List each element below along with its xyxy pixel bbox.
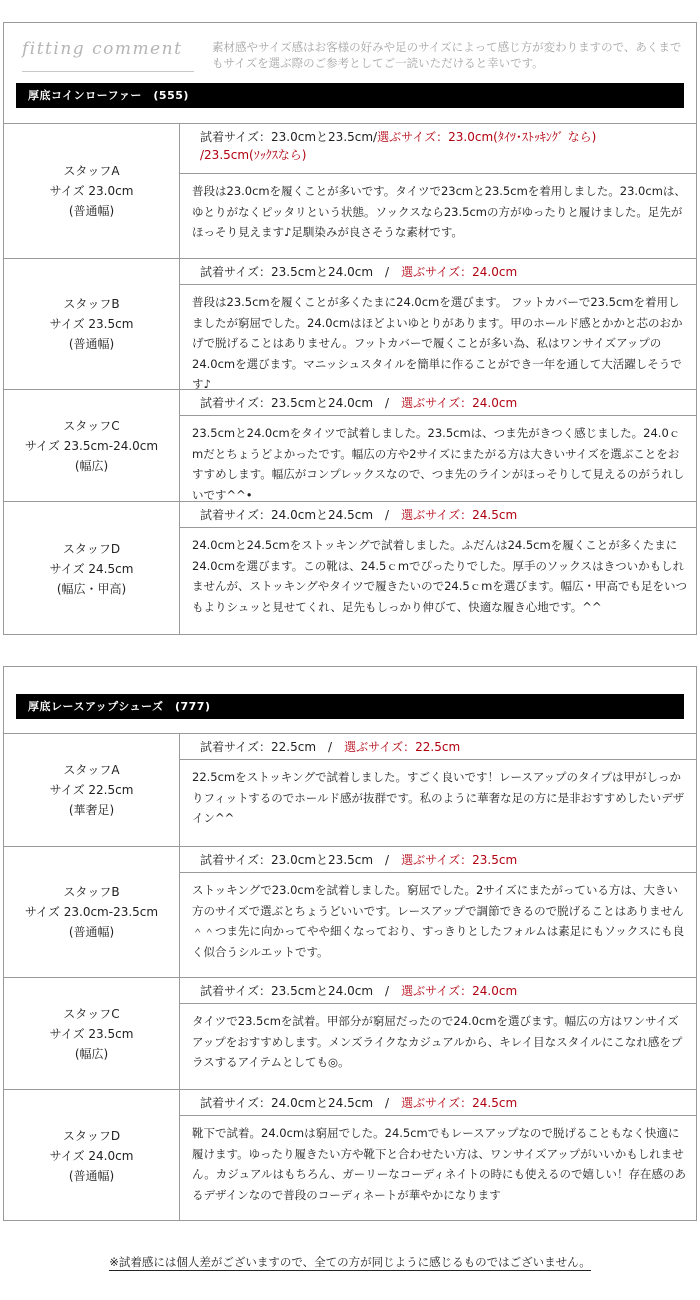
staff-name: スタッフD [62, 541, 121, 556]
staff-comment: 24.0cmと24.5cmをストッキングで試着しました。ふだんは24.5cmを履くことが多くたまに24.0cmを選びます。この靴は、24.5ｃmでぴったりでした。厚手のソックスはきついかもしれませんが、ストッキングやタイツで履きたいので24.5ｃmを選びます。幅広・甲高でも足をいつもよりシュッと見せてくれ、足先もしっかり伸びて、快適な履き心地です。^^ [192, 538, 687, 614]
chosen-size: 選ぶサイズ：22.5cm [344, 740, 461, 754]
chosen-size: 選ぶサイズ：24.0cm [401, 396, 518, 410]
staff-detail [180, 390, 696, 501]
product-section-laceup [3, 666, 697, 1221]
staff-name: スタッフB [63, 297, 120, 311]
staff-size: サイズ 22.5cm [49, 783, 134, 797]
staff-comment: ストッキングで23.0cmを試着しました。窮屈でした。2サイズにまたがっている方は、大きい方のサイズで選ぶとちょうどいいです。レースアップで調節できるので脱げることはありません＾＾つま先に向かってやや細くなっており、すっきりとしたフォルムは素足にもソックスにも良く似合うシルエットです。 [192, 883, 685, 959]
tried-size-line [180, 734, 696, 760]
staff-comment: 23.5cmと24.0cmをタイツで試着しました。23.5cmは、つま先がきつく感じました。24.0ｃmだとちょうどよかったです。幅広の方や2サイズにまたがる方は大きいサイズを選ぶことをおすすめします。幅広がコンプレックスなので、つま先のラインがほっそりして見えるのがうれしいです^^• [192, 426, 685, 502]
logo-underline [22, 71, 194, 72]
staff-comment: 靴下で試着。24.0cmは窮屈でした。24.5cmでもレースアップなので脱げることもなく快適に履けます。ゆったり履きたい方や靴下と合わせたい方は、ワンサイズアップがいいかもしれません。カジュアルはもちろん、ガーリーなコーディネイトの時にも使えるので嬉しい！存在感のあるデザインなので普段のコーディネートが華やかになります [192, 1126, 687, 1202]
staff-size: サイズ 24.0cm [49, 1148, 134, 1163]
staff-info [4, 502, 180, 635]
chosen-size: 選ぶサイズ：24.0cm [401, 265, 518, 279]
staff-info [4, 1090, 180, 1221]
staff-info [4, 847, 180, 977]
staff-comment: タイツで23.5cmを試着。甲部分が窮屈だったので24.0cmを選びます。幅広の方はワンサイズアップをおすすめします。メンズライクなカジュアルから、キレイ目なスタイルにこなれ感をプラスするアイテムとしても◎。 [192, 1014, 683, 1069]
disclaimer-footnote [0, 1254, 700, 1270]
tried-size-line [180, 390, 696, 416]
staff-info [4, 390, 180, 501]
staff-row [4, 846, 696, 977]
tried-size-line [180, 847, 696, 873]
staff-foot-width: (普通幅) [68, 1168, 115, 1183]
staff-detail [180, 847, 696, 977]
chosen-size: 選ぶサイズ：24.0cm [401, 984, 518, 998]
section-header [4, 667, 696, 733]
staff-size: サイズ 23.5cm-24.0cm [24, 438, 159, 453]
staff-name: スタッフA [63, 763, 120, 777]
staff-foot-width: (華奢足) [68, 803, 115, 817]
staff-foot-width: (幅広・甲高) [56, 581, 127, 596]
tried-size: 試着サイズ：23.0cmと23.5cm / [200, 853, 402, 867]
staff-row [4, 977, 696, 1089]
staff-name: スタッフD [62, 1128, 121, 1143]
staff-name: スタッフB [63, 885, 120, 899]
staff-detail [180, 978, 696, 1089]
staff-size: サイズ 23.5cm [49, 317, 134, 331]
staff-comment: 22.5cmをストッキングで試着しました。すごく良いです！レースアップのタイプは甲がしっかりフィットするのでホールド感が抜群です。私のように華奢な足の方に是非おすすめしたいデザイン^^ [192, 770, 685, 825]
staff-size: サイズ 23.0cm-23.5cm [24, 905, 159, 919]
staff-info [4, 734, 180, 846]
tried-size-line [180, 259, 696, 285]
tried-size-line [180, 978, 696, 1004]
staff-info [4, 259, 180, 389]
tried-size: 試着サイズ：23.5cmと24.0cm / [200, 396, 402, 410]
staff-comment: 普段は23.0cmを履くことが多いです。タイツで23cmと23.5cmを着用しました。23.0cmは、ゆとりがなくピッタリという状態。ソックスなら23.5cmの方がゆったりと履けました。足先がほっそり見えます♪足馴染みが良さそうな素材です。 [192, 184, 686, 239]
tried-size: 試着サイズ：24.0cmと24.5cm / [200, 1096, 402, 1110]
disclaimer-text: ※試着感には個人差がございますので、全ての方が同じように感じるものではございません。 [109, 1255, 591, 1269]
staff-foot-width: (幅広) [74, 458, 109, 473]
staff-row [4, 733, 696, 846]
chosen-size: 選ぶサイズ：23.5cm [401, 853, 518, 867]
product-title-bar: 厚底コインローファー (555) [16, 83, 684, 108]
product-title-bar: 厚底レースアップシューズ (777) [16, 694, 684, 719]
chosen-size: 選ぶサイズ：24.5cm [401, 508, 518, 522]
staff-info [4, 124, 180, 258]
staff-foot-width: (普通幅) [68, 925, 115, 939]
tried-size-line [180, 1090, 696, 1116]
staff-row [4, 501, 696, 635]
staff-row [4, 389, 696, 501]
chosen-size: 選ぶサイズ：23.0cm(ﾀｲﾂ･ｽﾄｯｷﾝｸﾞ なら) [377, 130, 597, 144]
tried-size-line [180, 502, 696, 528]
staff-row [4, 1089, 696, 1221]
chosen-size: 選ぶサイズ：24.5cm [401, 1096, 518, 1110]
section-header [4, 23, 696, 123]
tried-size: 試着サイズ：23.5cmと24.0cm / [200, 265, 402, 279]
chosen-size-alt: /23.5cm(ｿｯｸｽなら) [200, 148, 307, 162]
staff-info [4, 978, 180, 1089]
staff-detail [180, 502, 696, 635]
product-section-loafer [3, 22, 697, 635]
staff-name: スタッフC [63, 418, 120, 433]
staff-foot-width: (幅広) [74, 1046, 109, 1061]
staff-row [4, 123, 696, 258]
staff-size: サイズ 23.0cm [49, 184, 134, 198]
fitting-comment-logo: fitting comment [22, 39, 183, 59]
staff-detail [180, 1090, 696, 1221]
staff-name: スタッフA [63, 164, 120, 178]
tried-size: 試着サイズ：23.0cmと23.5cm/ [200, 130, 378, 144]
tried-size-line [180, 124, 696, 174]
staff-size: サイズ 24.5cm [49, 561, 134, 576]
staff-detail [180, 124, 696, 258]
tried-size: 試着サイズ：23.5cmと24.0cm / [200, 984, 402, 998]
staff-name: スタッフC [63, 1006, 120, 1021]
staff-size: サイズ 23.5cm [49, 1026, 134, 1041]
tried-size: 試着サイズ：22.5cm / [200, 740, 345, 754]
staff-detail [180, 259, 696, 389]
staff-detail [180, 734, 696, 846]
tried-size: 試着サイズ：24.0cmと24.5cm / [200, 508, 402, 522]
intro-text: 素材感やサイズ感はお客様の好みや足のサイズによって感じ方が変わりますので、あくまでもサイズを選ぶ際のご参考としてご一読いただけると幸いです。 [212, 40, 682, 70]
staff-row [4, 258, 696, 389]
staff-comment: 普段は23.5cmを履くことが多くたまに24.0cmを選びます。 フットカバーで23.5cmを着用しましたが窮屈でした。24.0cmはほどよいゆとりがあります。甲のホールド感とかかと芯のおかげで脱げることはありません。フットカバーで履くことが多い為、私はワンサイズアップの24.0cmを選びます。マニッシュスタイルを簡単に作ることができ一年を通して大活躍しそうです♪ [192, 295, 683, 391]
staff-foot-width: (普通幅) [68, 337, 115, 351]
staff-foot-width: (普通幅) [68, 204, 115, 218]
